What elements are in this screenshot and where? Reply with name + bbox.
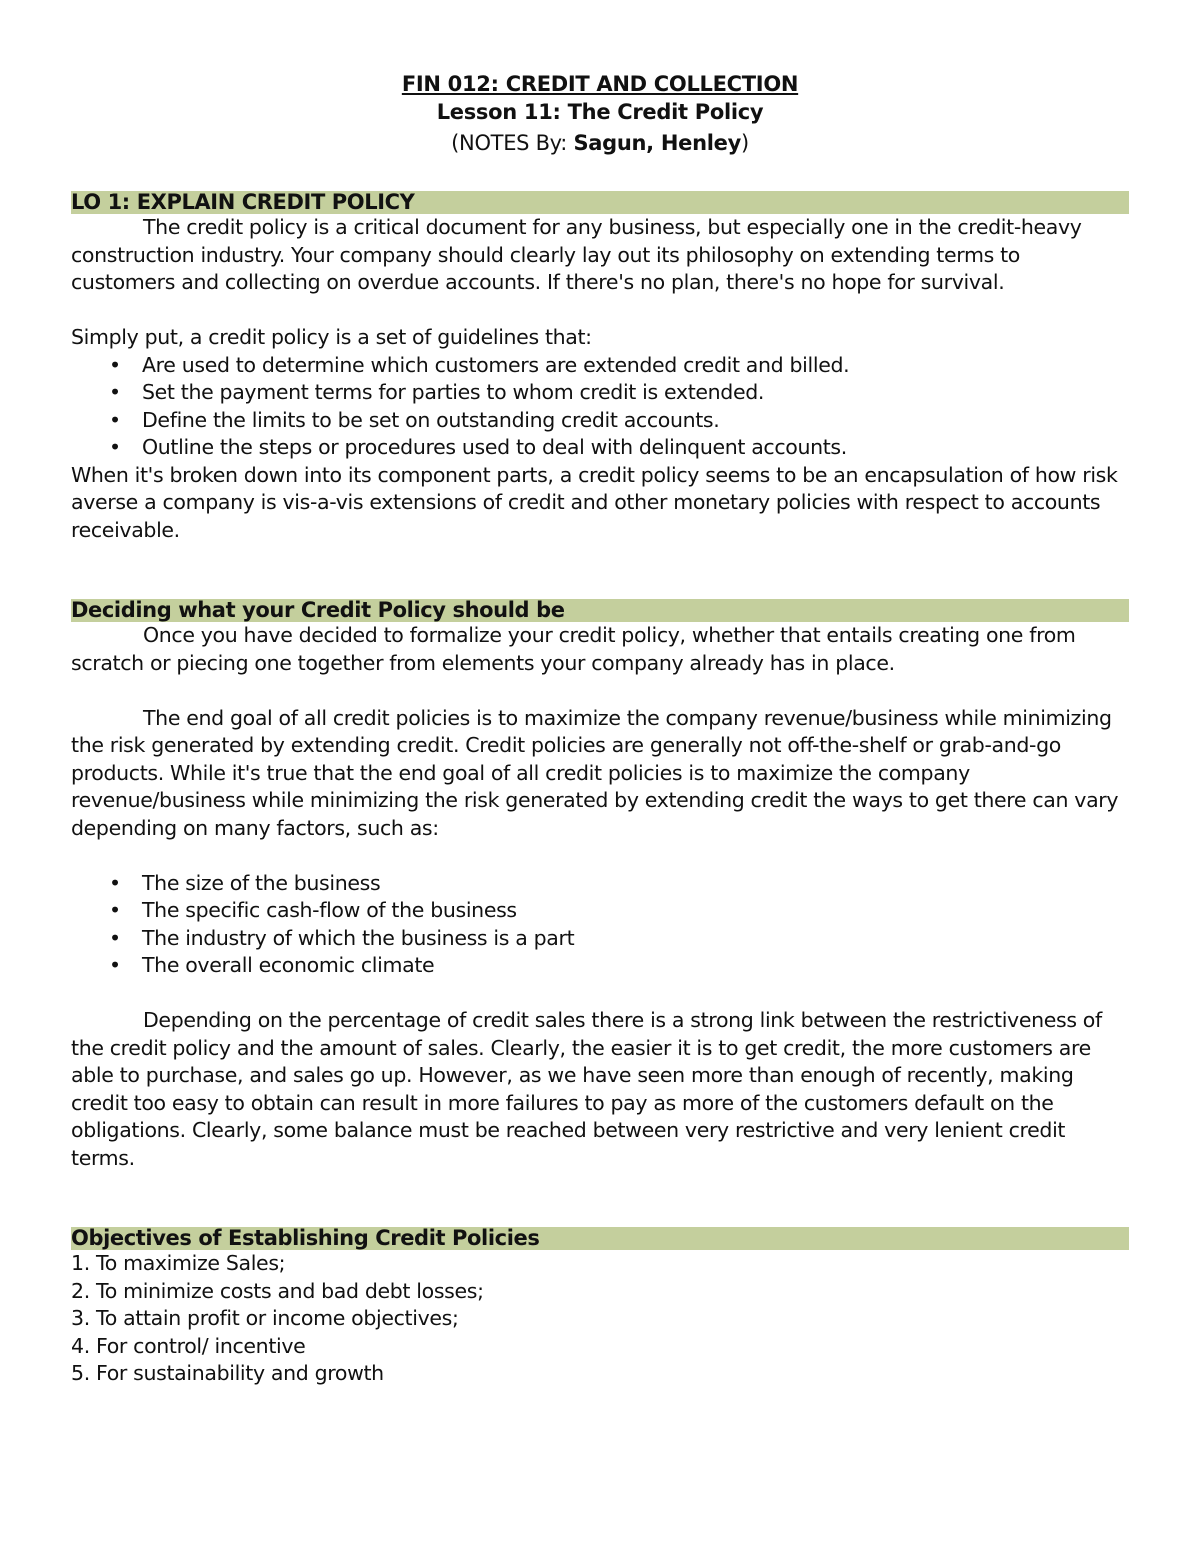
paragraph: Simply put, a credit policy is a set of guidelines that: — [71, 325, 592, 349]
list-item: • Define the limits to be set on outstanding credit accounts. — [109, 407, 720, 432]
list-item: 4. For control/ incentive — [71, 1333, 306, 1358]
bullet-list-factors — [71, 870, 1129, 980]
paragraph: The end goal of all credit policies is to maximize the company revenue/business while minimizing the risk generated by extending credit. Credit policies are generally not off-the-shelf or grab-and-go products. While it's true that the end goal of all credit policies is to maximize the company revenue/business while minimizing the risk generated by extending credit the ways to get there can vary depending on many factors, such as: — [71, 705, 1119, 840]
list-item: • The specific cash-flow of the business — [109, 898, 517, 922]
list-item: • Outline the steps or procedures used to deal with delinquent accounts. — [109, 435, 847, 459]
paragraph: Depending on the percentage of credit sales there is a strong link between the restrictiveness of the credit policy and the amount of sales. Clearly, the easier it is to get credit, the more customers are able to purchase, and sales go up. However, as we have seen more than enough of recently, making credit too easy to obtain can result in more failures to pay as more of the customers default on the obligations. Clearly, some balance must be reached between very restrictive and very lenient credit terms. — [71, 1008, 1102, 1170]
list-item: • Are used to determine which customers are extended credit and billed. — [109, 352, 850, 377]
bullet-list-guidelines — [71, 352, 1129, 462]
lesson-title: Lesson 11: The Credit Policy — [436, 100, 764, 124]
list-item: 2. To minimize costs and bad debt losses; — [71, 1278, 484, 1303]
paragraph: Once you have decided to formalize your credit policy, whether that entails creating one from scratch or piecing one together from elements your company already has in place. — [71, 623, 1076, 675]
list-item: 3. To attain profit or income objectives; — [71, 1306, 459, 1330]
course-title: FIN 012: CREDIT AND COLLECTION — [401, 72, 799, 96]
document-page — [71, 70, 1129, 1388]
list-item: 1. To maximize Sales; — [71, 1251, 286, 1275]
list-item: • The overall economic climate — [109, 953, 435, 977]
section-heading-deciding: Deciding what your Credit Policy should be — [71, 599, 1129, 622]
notes-byline: (NOTES By: Sagun, Henley) — [451, 131, 749, 155]
author-name: Sagun, Henley — [573, 131, 741, 155]
list-item: • Set the payment terms for parties to whom credit is extended. — [109, 380, 765, 404]
list-item: • The industry of which the business is a part — [109, 925, 575, 950]
section-heading-objectives: Objectives of Establishing Credit Policies — [71, 1227, 1129, 1250]
paragraph: When it's broken down into its component parts, a credit policy seems to be an encapsulation of how risk averse a company is vis-a-vis extensions of credit and other monetary policies with respect to accounts receivable. — [71, 462, 1118, 542]
objectives-list — [71, 1250, 1129, 1388]
list-item: • The size of the business — [109, 870, 381, 895]
paragraph: The credit policy is a critical document for any business, but especially one in the credit-heavy construction industry. Your company should clearly lay out its philosophy on extending terms to customers and collecting on overdue accounts. If there's no plan, there's no hope for survival. — [71, 215, 1082, 294]
section-heading-lo1: LO 1: EXPLAIN CREDIT POLICY — [71, 191, 1129, 214]
list-item: 5. For sustainability and growth — [71, 1361, 384, 1385]
